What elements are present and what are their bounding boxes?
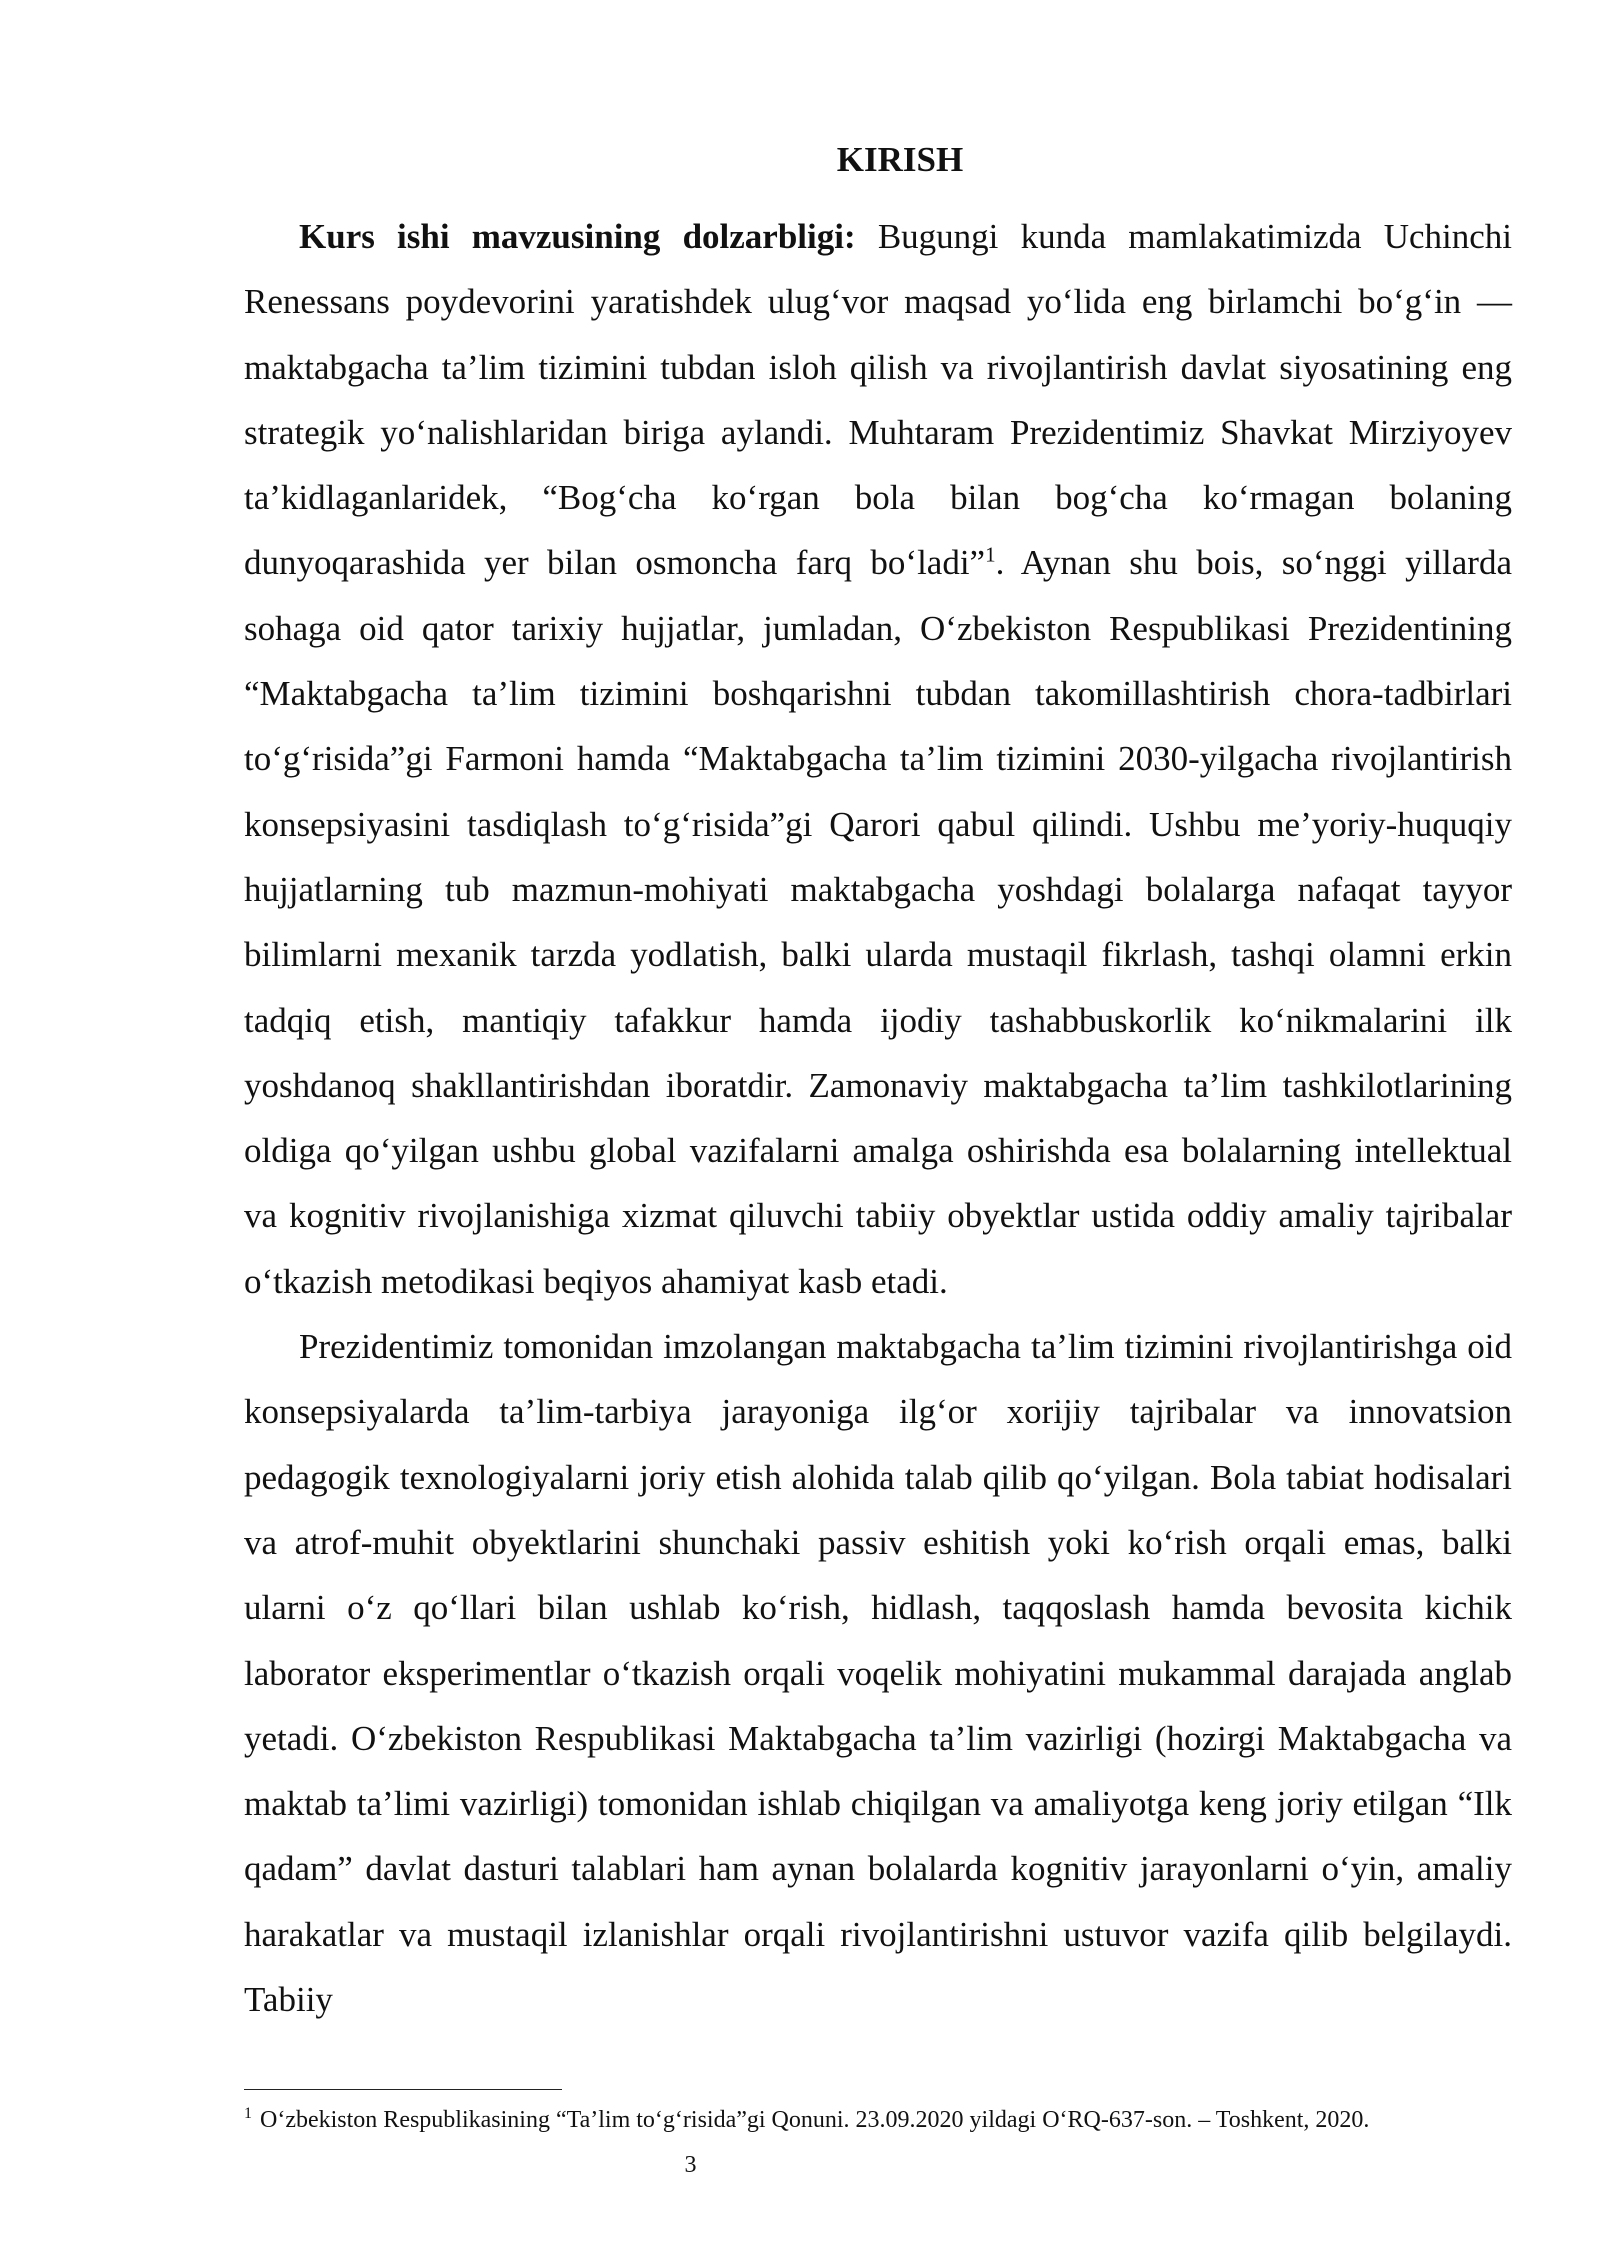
paragraph-1 [244, 204, 1512, 1314]
footnote [244, 2104, 1512, 2136]
footnote-reference[interactable]: 1 [985, 542, 996, 567]
page-number: 3 [684, 2152, 697, 2178]
paragraph-1-text-b: . Aynan shu bois, so‘nggi yillarda sohaga oid qator tarixiy hujjatlar, jumladan, O‘zbekiston Respublikasi Prezidentining “Maktabgacha ta’lim tizimini boshqarishni tubdan takomillashtirish chora-tadbirlari to‘g‘risida”gi Farmoni hamda “Maktabgacha ta’lim tizimini 2030-yilgacha rivojlantirish konsepsiyasini tasdiqlash to‘g‘risida”gi Qarori qabul qilindi. Ushbu me’yoriy-huquqiy hujjatlarning tub mazmun-mohiyati maktabgacha yoshdagi bolalarga nafaqat tayyor bilimlarni mexanik tarzda yodlatish, balki ularda mustaqil fikrlash, tashqi olamni erkin tadqiq etish, mantiqiy tafakkur hamda ijodiy tashabbuskorlik ko‘nikmalarini ilk yoshdanoq shakllantirishdan iboratdir. Zamonaviy maktabgacha ta’lim tashkilotlarining oldiga qo‘yilgan ushbu global vazifalarni amalga oshirishda esa bolalarning intellektual va kognitiv rivojlanishiga xizmat qiluvchi tabiiy obyektlar ustida oddiy amaliy tajribalar o‘tkazish metodikasi beqiyos ahamiyat kasb etadi. [244, 543, 1512, 1301]
footnote-text: O‘zbekiston Respublikasining “Ta’lim to‘g‘risida”gi Qonuni. 23.09.2020 yildagi O‘RQ-637-son. – Toshkent, 2020. [260, 2107, 1370, 2133]
footnote-separator [244, 2089, 562, 2090]
footnote-number: 1 [244, 2105, 252, 2122]
paragraph-lead: Kurs ishi mavzusining dolzarbligi: [299, 217, 856, 256]
page-heading: KIRISH [836, 140, 964, 179]
paragraph-2: Prezidentimiz tomonidan imzolangan maktabgacha ta’lim tizimini rivojlantirishga oid konsepsiyalarda ta’lim-tarbiya jarayoniga ilg‘or xorijiy tajribalar va innovatsion pedagogik texnologiyalarni joriy etish alohida talab qilib qo‘yilgan. Bola tabiat hodisalari va atrof-muhit obyektlarini shunchaki passiv eshitish yoki ko‘rish orqali emas, balki ularni o‘z qo‘llari bilan ushlab ko‘rish, hidlash, taqqoslash hamda bevosita kichik laborator eksperimentlar o‘tkazish orqali voqelik mohiyatini mukammal darajada anglab yetadi. O‘zbekiston Respublikasi Maktabgacha ta’lim vazirligi (hozirgi Maktabgacha va maktab ta’limi vazirligi) tomonidan ishlab chiqilgan va amaliyotga keng joriy etilgan “Ilk qadam” davlat dasturi talablari ham aynan bolalarda kognitiv jarayonlarni o‘yin, amaliy harakatlar va mustaqil izlanishlar orqali rivojlantirishni ustuvor vazifa qilib belgilaydi. Tabiiy [244, 1327, 1512, 2020]
paragraph-1-text-a: Bugungi kunda mamlakatimizda Uchinchi Renessans poydevorini yaratishdek ulug‘vor maqsad yo‘lida eng birlamchi bo‘g‘in — maktabgacha ta’lim tizimini tubdan isloh qilish va rivojlantirish davlat siyosatining eng strategik yo‘nalishlaridan biriga aylandi. Muhtaram Prezidentimiz Shavkat Mirziyoyev ta’kidlaganlaridek, “Bog‘cha ko‘rgan bola bilan bog‘cha ko‘rmagan bolaning dunyoqarashida yer bilan osmoncha farq bo‘ladi” [244, 217, 1513, 583]
body-text [244, 204, 1512, 2032]
